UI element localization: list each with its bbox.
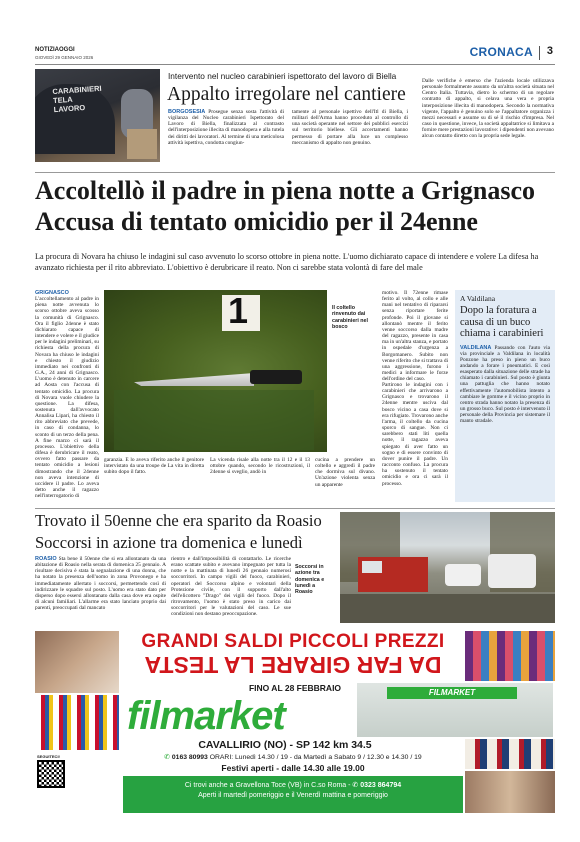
photo-patch-text: CARABINIERI TELA LAVORO <box>52 83 102 115</box>
main-headline-1: Accoltellò il padre in piena notte a Grignasco <box>35 176 535 205</box>
carabinieri-photo <box>35 69 160 162</box>
roasio-col-1 <box>35 556 166 623</box>
main-col-1 <box>35 290 99 502</box>
article-col-2: tamente al personale ispettivo dell'Itl di Biella, i militari dell'Arma hanno proceduto al controllo di una società operante nel settore dei pubblici esercizi sul territorio biellese. Gli accertamenti hanno permesso di portare alla luce un complesso meccanismo di appalto non genuino. <box>292 109 408 146</box>
roasio-headline-2: Soccorsi in azione tra domenica e lunedì <box>35 533 303 552</box>
ad-bottom-text: Ci trovi anche a Gravellona Toce (VB) in C.so Roma - <box>184 782 351 789</box>
place-kicker: ROASIO <box>35 556 57 562</box>
suv <box>488 554 536 588</box>
ad-bottom-phone: 0323 864794 <box>360 782 402 789</box>
ad-store-sign: FILMARKET <box>428 688 476 697</box>
ad-qr-label: SEGUITECI! <box>37 754 60 759</box>
section-name: CRONACA <box>469 45 533 59</box>
sidebar-box <box>455 290 555 502</box>
white-car <box>445 564 481 586</box>
ad-photo-woman <box>35 631 119 693</box>
sidebar-headline: Dopo la foratura a causa di un buco chiama i carabinieri <box>460 305 544 339</box>
ad-photo-shop-interior <box>465 771 555 813</box>
article-headline: Appalto irregolare nel cantiere <box>167 84 406 105</box>
main-headline-2: Accusa di tentato omicidio per il 24enne <box>35 207 478 236</box>
phone-icon: ✆ <box>164 754 170 761</box>
ad-brand-logo: filmarket <box>127 694 285 738</box>
roasio-col-2: rientro e dall'impossibilità di contattarlo. Le ricerche erano scattate subito e avevano impegnato per tutta la notte e la mattinata di lunedì 26 gennaio numerosi soccorritori. In campo vigili del fuoco, carabinieri, operatori del Soccorso alpino e volontari della Protezione civile, con il supporto dall'alto dell'elicottero "Drago" dei vigili del fuoco. Dopo il ritrovamento, l'uomo è stato preso in carico dai soccorritori per le valutazioni del caso. Le sue condizioni non destano preoccupazione. <box>171 556 291 618</box>
text: L'accoltellamento al padre in piena notte avvenuta lo scorso ottobre aveva scosso la comunità di Grignasco. Ora il figlio 24enne è stato dichiarato capace di intendere e volere e il giudice per le indagini preliminari, su richiesta della procura di Novara ha chiuso le indagini e chiesto il giudizio immediato nei confronti di G.A., 24 anni di Grignasco. L'uomo è detenuto in carcere ad Aosta con l'accusa di tentato omicidio. La procura di Novara vuole chiudere la questione. La difesa, sostenuta dall'avvocato Annalisa Lipari, ha chiesto il rito abbreviato che prevede, in caso di condanna, lo sconto di un terzo della pena. A fine marzo ci sarà il processo. L'obiettivo della difesa è derubricare il reato, ovvero fatto passare da tentato omicidio a lesioni dimostrando che il 24enne non aveva intenzione di uccidere il padre. Lo aveva detto anche il ragazzo nell'interrogatorio di <box>35 296 99 500</box>
ad-qr-code <box>37 760 65 788</box>
rescue-photo <box>340 512 555 623</box>
main-subheadline: La procura di Novara ha chiuso le indagini sul caso avvenuto lo scorso ottobre in piena notte. L'uomo dichiarato capace di intendere e volere La difesa ha avanzato richiesta per il rito abbreviato. L'obiettivo è derubricare il reato. Non ci sarebbe stata volontà di fare del male <box>35 252 539 272</box>
main-col-6: Partirono le indagini con i carabinieri che arrivarono a Grignasco e trovarono il 24enne mentre usciva dal bosco vicino a casa dove si era rifugiato. Trovarono anche l'arma, il coltello da cucina sporco di sangue. Non ci sarebbero stati liti quella notte, il ragazzo aveva spiegato di aver fatto un sogno e di essere convinto di dover punire il padre. Un racconto confuso. La procura ha sostenuto il tentato omicidio e ora ci sarà il processo. <box>382 382 448 487</box>
place-kicker: VALDILANA <box>460 344 492 351</box>
roasio-headline-1: Trovato il 50enne che era sparito da Roasio <box>35 511 322 530</box>
place-kicker: BORGOSESIA <box>168 109 206 115</box>
filmarket-ad <box>35 631 555 813</box>
article-overline: Intervento nel nucleo carabinieri ispettorato del lavoro di Biella <box>168 71 397 81</box>
masthead <box>35 44 555 64</box>
ad-address: CAVALLIRIO (NO) - SP 142 km 34.5 <box>198 739 372 751</box>
knife-caption: Il coltello rinvenuto dai carabinieri nel bosco <box>332 305 368 330</box>
text: Passando con l'auto via via provinciale a Valdilana in località Ponzone ha preso in pieno un buco andando a forare i pneumatici. E così esasperato dalla situazione delle strade ha chiamato i carabinieri. Sul posto è giunta una pattuglia che hanno notato effettivamente l'automobilista intento a cambiare le gomme e il vicino proprio in centro strada hanno notato la presenza di un grosso buco. Sul posto è intervenuto il personale della Provincia per sistemare il manto stradale. <box>460 344 550 425</box>
main-col-3: La vicenda risale alla notte tra il 12 e il 13 ottobre quando, secondo le ricostruzioni, il 24enne si sveglio, andò in <box>210 457 310 476</box>
page-number: 3 <box>546 45 553 57</box>
knife-handle <box>250 370 302 384</box>
ad-photo-yarn <box>465 631 555 681</box>
knife-blade <box>134 373 254 386</box>
ad-until: FINO AL 28 FEBBRAIO <box>248 683 342 693</box>
ad-photo-fabrics <box>465 739 555 769</box>
ad-hours: ORARI: Lunedì 14.30 / 19 - da Martedì a Sabato 9 / 12.30 e 14.30 / 19 <box>209 754 422 761</box>
paper-date: GIOVEDÌ 29 GENNAIO 2026 <box>35 55 94 60</box>
ad-bottom-bar <box>123 776 463 813</box>
ad-photo-shelves <box>35 695 119 750</box>
knife-photo <box>104 290 327 452</box>
ad-hours-line <box>123 753 463 761</box>
evidence-number: 1 <box>228 290 249 331</box>
text: Sta bene il 50enne che si era allontanato da una abitazione di Roasio nella serata di domenica 25 gennaio. A risultare decisiva è stata la segnalazione di una donna, che ha notato la presenza dell'uomo in zona Provonego e ha immediatamente allertato i soccorsi, permettendo così di indirizzare le squadre sul posto. L'uomo era stato dato per disperso dopo essersi allontanato dalla casa dove era ospite di alcuni familiari. L'allarme era stato lanciato proprio dai parenti, preoccupati dal mancato <box>35 556 166 612</box>
phone-icon: ✆ <box>352 782 359 789</box>
ad-bottom-opening: Aperti il martedì pomeriggio e il Venerdì mattina e pomeriggio <box>198 792 388 799</box>
ad-photo-store <box>357 683 553 737</box>
main-col-5: motivo. Il 72enne rimase ferito al volto, al collo e alle mani nel tentativo di ripararsi senza riportare ferite profonde. Poi il giovane si allontanò mentre il ferito venne soccorso dalla madre del ragazzo, presente in casa ma in un'altra stanza, e portato in ospedale d'urgenza a Borgomanero. Subito non venne riferito che si trattava di una aggressione, furono i medici a informare le forze dell'ordine del caso. <box>382 290 448 382</box>
ad-line-1: GRANDI SALDI PICCOLI PREZZI <box>141 631 445 652</box>
place-kicker: GRIGNASCO <box>35 290 69 296</box>
ad-phone: 0163 80993 <box>171 754 208 761</box>
main-col-4: cucina a prendere un coltello e aggredì il padre che dormiva sul divano. Un'azione violenta senza un apparente <box>315 457 375 488</box>
paper-name: NOTIZIAOGGI <box>35 47 75 53</box>
ad-festivi: Festivi aperti - dalle 14.30 alle 19.00 <box>221 763 365 773</box>
roasio-caption: Soccorsi in azione tra domenica e lunedì a Roasio <box>295 564 325 596</box>
main-col-2: garanzia. E lo aveva riferito anche il genitore intervistato da una troupe de La vita in diretta subito dopo il fatto. <box>104 457 204 476</box>
article-col-1 <box>168 109 284 165</box>
text: Prosegue senza sosta l'attività di vigilanza del Nucleo carabinieri Ispettorato del Lavoro di Biella, finalizzata al contrasto dell'interposizione illecita di manodopera e alla tutela dei diritti dei lavoratori. Al termine di una meticolosa attività ispettiva, condotta congiun- <box>168 109 284 146</box>
article-col-3: Dalle verifiche è emerso che l'azienda locale utilizzava personale formalmente assunto da un'altra società situata nel Centro Italia. Tuttavia, dietro lo schermo di un regolare contratto di appalto, si celava una vera e propria interposizione illecita di manodopera. Secondo la normativa vigente, l'appalto è genuino solo se l'appaltatore organizza i mezzi necessari e assume su di sé il rischio d'impresa. Nel caso in questione, invece, la società appaltatrice si limitava a fornire mere prestazioni lavorative: i dipendenti non avevano alcun contatto diretto con la propria sede legale. <box>422 78 554 140</box>
sidebar-text <box>460 345 550 485</box>
sidebar-place-head: A Valdilana <box>460 294 496 303</box>
ad-line-2: DA FAR GIRARE LA TESTA <box>144 652 442 678</box>
